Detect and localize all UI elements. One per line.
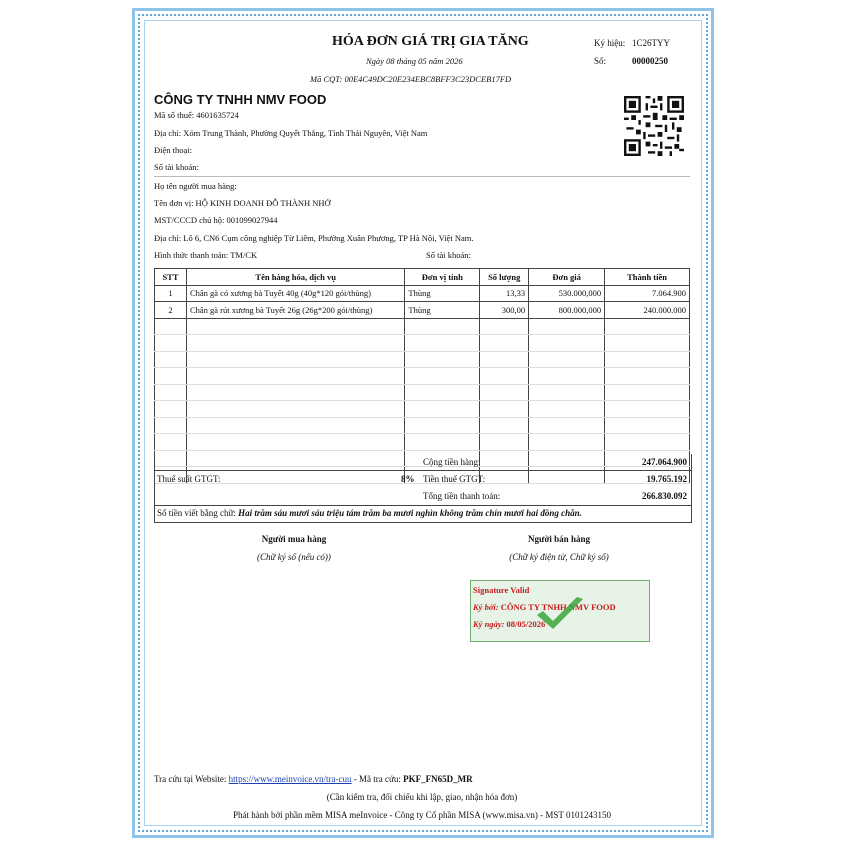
buyer-name: Họ tên người mua hàng: <box>154 181 237 191</box>
cqt-code: Mã CQT: 00E4C49DC20E234EBC8BFF3C23DCEB17FD <box>310 74 512 84</box>
buyer-id: MST/CCCD chủ hộ: 001099027944 <box>154 215 278 225</box>
digital-signature-box <box>470 580 650 642</box>
lookup-link[interactable]: https://www.meinvoice.vn/tra-cuu <box>228 774 352 784</box>
empty-row <box>155 368 690 385</box>
cell-name: Chân gà có xương bà Tuyết 40g (40g*120 gói/thùng) <box>186 285 404 302</box>
buyer-unit: Tên đơn vị: HỘ KINH DOANH ĐỖ THÀNH NHỚ <box>154 198 331 208</box>
invoice-page <box>132 8 714 838</box>
empty-row <box>155 401 690 418</box>
qr-code-icon <box>624 96 684 156</box>
buyer-address: Địa chỉ: Lô 6, CN6 Cụm công nghiệp Từ Liêm, Phường Xuân Phương, TP Hà Nội, Việt Nam. <box>154 233 474 243</box>
invoice-date: Ngày 08 tháng 05 năm 2026 <box>366 56 463 66</box>
signature-valid: Signature Valid <box>473 585 530 595</box>
buyer-sign-title: Người mua hàng <box>261 534 327 544</box>
amount-words-value: Hai trăm sáu mươi sáu triệu tám trăm ba mươi nghìn không trăm chín mươi hai đồng chẵn. <box>238 508 582 518</box>
seller-tax-code: Mã số thuế: 4601635724 <box>154 110 239 120</box>
cell-price: 800.000,000 <box>529 302 605 319</box>
buyer-account: Số tài khoản: <box>426 250 471 260</box>
table-row <box>155 285 690 302</box>
seller-address: Địa chỉ: Xóm Trung Thành, Phường Quyết Thắng, Tỉnh Thái Nguyên, Việt Nam <box>154 128 428 138</box>
cell-qty: 300,00 <box>480 302 529 319</box>
empty-row <box>155 417 690 434</box>
subtotal-label: Cộng tiền hàng: <box>423 457 481 467</box>
number-value: 00000250 <box>632 56 668 66</box>
empty-row <box>155 335 690 352</box>
subtotal-value: 247.064.900 <box>642 457 687 467</box>
empty-row <box>155 351 690 368</box>
lookup-code-label: - Mã tra cứu: <box>353 774 401 784</box>
table-header-row <box>155 269 690 286</box>
col-header: Thành tiền <box>605 269 690 286</box>
items-table <box>154 268 690 484</box>
symbol-value: 1C26TYY <box>632 38 670 48</box>
seller-name: CÔNG TY TNHH NMV FOOD <box>154 92 327 107</box>
signed-date-label: Ký ngày: <box>473 619 505 629</box>
col-header: Đơn vị tính <box>405 269 480 286</box>
cell-unit: Thùng <box>405 285 480 302</box>
col-header: Đơn giá <box>529 269 605 286</box>
col-header: Số lượng <box>480 269 529 286</box>
cell-qty: 13,33 <box>480 285 529 302</box>
lookup-code: PKF_FN65D_MR <box>403 774 473 784</box>
signed-date: 08/05/2026 <box>506 619 546 629</box>
vat-value: 19.765.192 <box>646 474 687 484</box>
signed-by-label: Ký bởi: <box>473 602 499 612</box>
seller-sign-title: Người bán hàng <box>528 534 590 544</box>
payment-method: Hình thức thanh toán: TM/CK <box>154 250 258 260</box>
buyer-sign-note: (Chữ ký số (nếu có)) <box>257 552 331 562</box>
vat-rate-label: Thuế suất GTGT: <box>157 474 221 484</box>
totals-box <box>154 454 692 523</box>
vat-rate-value: 8% <box>401 474 415 484</box>
col-header: Tên hàng hóa, dịch vụ <box>186 269 404 286</box>
lookup-line <box>154 774 473 784</box>
cell-stt: 2 <box>155 302 187 319</box>
table-row <box>155 302 690 319</box>
empty-row <box>155 434 690 451</box>
seller-account: Số tài khoản: <box>154 162 199 172</box>
symbol-label: Ký hiệu: <box>594 38 626 48</box>
publisher-line: Phát hành bởi phần mềm MISA meInvoice - Công ty Cổ phần MISA (www.misa.vn) - MST 0101243150 <box>233 810 611 820</box>
empty-row <box>155 384 690 401</box>
total-value: 266.830.092 <box>642 491 687 501</box>
total-label: Tổng tiền thanh toán: <box>423 491 501 501</box>
cell-name: Chân gà rút xương bà Tuyết 26g (26g*200 gói/thùng) <box>186 302 404 319</box>
cell-unit: Thùng <box>405 302 480 319</box>
footer-note: (Cần kiểm tra, đối chiếu khi lập, giao, nhận hóa đơn) <box>326 792 518 802</box>
seller-phone: Điện thoại: <box>154 145 193 155</box>
divider <box>154 176 690 177</box>
cell-amount: 240.000.000 <box>605 302 690 319</box>
number-label: Số: <box>594 56 607 66</box>
amount-words-label: Số tiền viết bằng chữ: <box>157 508 236 518</box>
signed-by: CÔNG TY TNHH NMV FOOD <box>500 602 616 612</box>
seller-sign-note: (Chữ ký điện tử, Chữ ký số) <box>509 552 609 562</box>
cell-amount: 7.064.900 <box>605 285 690 302</box>
cell-stt: 1 <box>155 285 187 302</box>
invoice-title: HÓA ĐƠN GIÁ TRỊ GIA TĂNG <box>332 34 529 49</box>
lookup-prefix: Tra cứu tại Website: <box>154 774 227 784</box>
cell-price: 530.000,000 <box>529 285 605 302</box>
amount-in-words <box>157 508 582 518</box>
col-header: STT <box>155 269 187 286</box>
vat-label: Tiền thuế GTGT: <box>423 474 486 484</box>
checkmark-icon <box>533 595 587 635</box>
empty-row <box>155 318 690 335</box>
